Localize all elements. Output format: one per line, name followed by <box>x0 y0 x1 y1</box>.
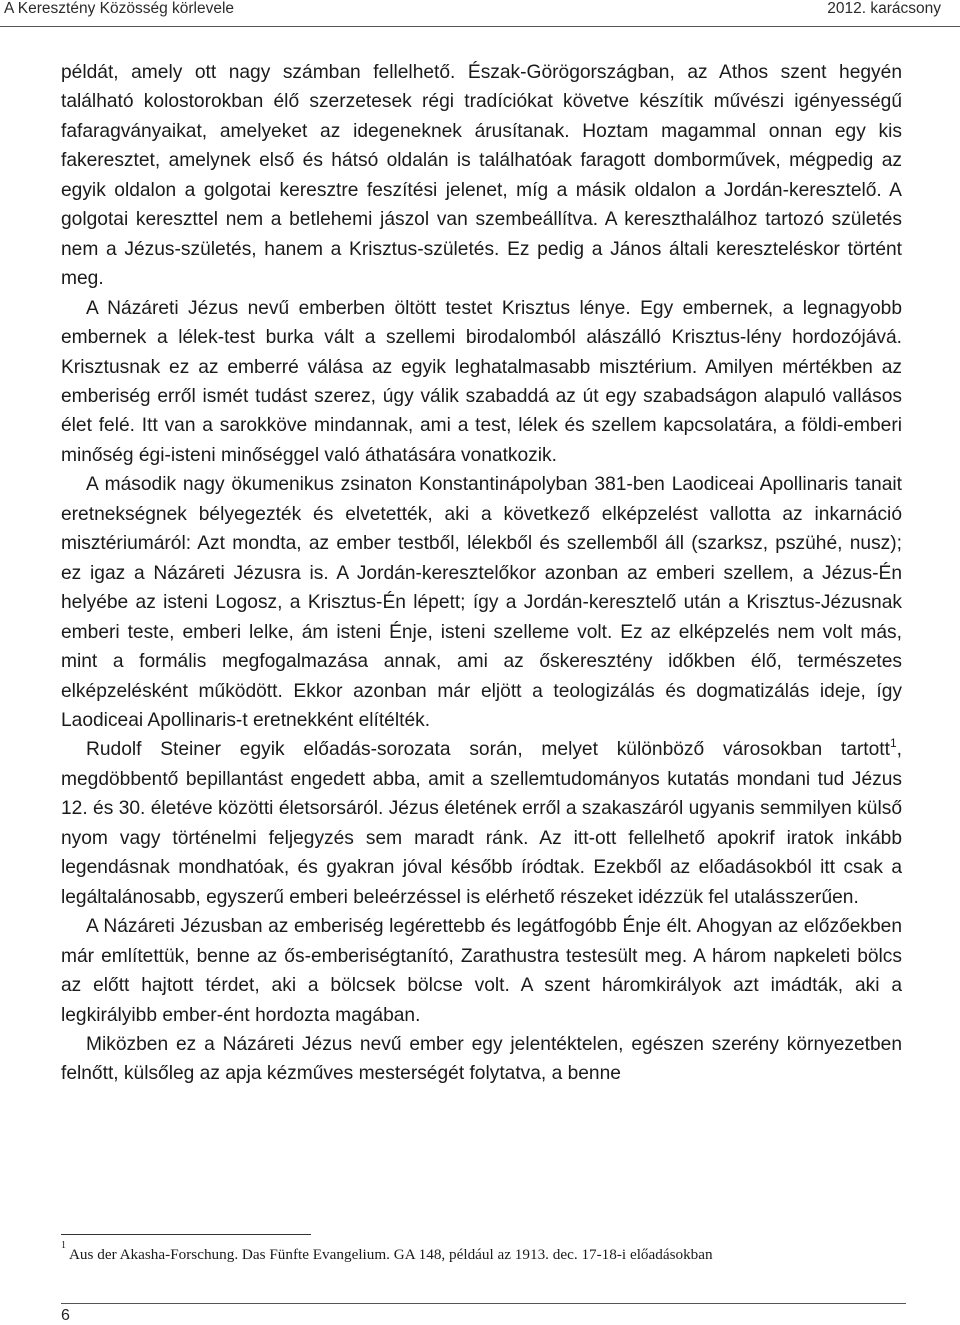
page-number: 6 <box>61 1307 70 1324</box>
publication-title: A Keresztény Közösség körlevele <box>4 0 235 17</box>
paragraph-4-text-before: Rudolf Steiner egyik előadás-sorozata során, melyet különböző városokban tartott <box>86 739 890 761</box>
article-body <box>61 58 902 1089</box>
footnote-divider <box>61 1234 311 1235</box>
paragraph-3: A második nagy ökumenikus zsinaton Konstantinápolyban 381-ben Laodiceai Apollinaris tanait eretnekségnek bélyegezték és elvetették, aki a következő elképzelést vallotta az inkarnáció misztériumáról: Azt mondta, az ember testből, lélekből és szellemből áll (szarksz, pszühé, nusz); ez igaz a Názáreti Jézusra is. A Jordán-keresztelőkor azonban az emberi szellem, a Jézus-Én helyébe az isteni Logosz, a Krisztus-Én lépett; így a Jordán-keresztelő után a Krisztus-Jézusnak emberi teste, emberi lelke, ám isteni Énje, isteni szelleme volt. Ez az elképzelés nem volt más, mint a formális megfogalmazása annak, ami az őskeresztény időkben élő, természetes elképzelésként működött. Ekkor azonban már eljött a teologizálás és dogmatizálás ideje, így Laodiceai Apollinaris-t eretnekként elítélték. <box>61 474 902 731</box>
paragraph-1: példát, amely ott nagy számban fellelhető. Észak-Görögországban, az Athos szent hegyén található kolostorokban élő szerzetesek régi tradíciókat követve készítik művészi igényességű fafaragványaikat, amelyeket az idegeneknek árusítanak. Hoztam magammal onnan egy kis fakeresztet, amelynek első és hátsó oldalán is találhatóak faragott domborművek, mégpedig az egyik oldalon a golgotai keresztre feszítési jelenet, míg a másik oldalon a Jordán-keresztelő. A golgotai kereszttel nem a betlehemi jászol van szembeállítva. A kereszthalálhoz tartozó születés nem a Jézus-születés, hanem a Krisztus-születés. Ez pedig a János általi kereszteléskor történt meg. <box>61 62 902 290</box>
footnote <box>61 1239 921 1264</box>
footer-divider <box>61 1303 906 1304</box>
paragraph-4-text-after: , megdöbbentő bepillantást engedett abba, amit a szellemtudományos kutatás mondani tud Jézus 12. és 30. életéve közötti életsorsáról. Jézus életének erről a szakaszáról ugyanis semmilyen külső nyom vagy történelmi feljegyzés sem maradt ránk. Az itt-ott fellelhető apokrif iratok inkább legendásnak mondhatóak, és gyakran jóval később íródtak. Ezekből az előadásokból itt csak a legáltalánosabb, egyszerű emberi beleérzéssel is elérhető részeket idézzük fel utalásszerűen. <box>61 739 902 908</box>
header-divider <box>0 26 960 27</box>
paragraph-4 <box>61 735 902 912</box>
footnote-number: 1 <box>61 1239 66 1251</box>
footnote-text: Aus der Akasha-Forschung. Das Fünfte Evangelium. GA 148, például az 1913. dec. 17-18-i előadásokban <box>68 1246 713 1263</box>
paragraph-6: Miközben ez a Názáreti Jézus nevű ember egy jelentéktelen, egészen szerény környezetben felnőtt, külsőleg az apja kézműves mesterségét folytatva, a benne <box>61 1033 902 1085</box>
paragraph-2: A Názáreti Jézus nevű emberben öltött testet Krisztus lénye. Egy embernek, a legnagyobb embernek a lélek-test burka vált a szellemi birodalomból alászálló Krisztus-lény hordozójává. Krisztusnak ez az emberré válása az egyik leghatalmasabb misztérium. Amilyen mértékben az emberiség erről ismét tudást szerez, úgy válik szabaddá az út egy szabadságon alapuló vallásos élet felé. Itt van a sarokköve mindannak, ami a test, lélek és szellem kapcsolatára, a földi-emberi minőség égi-isteni minőséggel való áthatására vonatkozik. <box>61 297 902 466</box>
issue-date: 2012. karácsony <box>827 0 941 17</box>
paragraph-5: A Názáreti Jézusban az emberiség legérettebb és legátfogóbb Énje élt. Ahogyan az előzőekben már említettük, benne az ős-emberiségtanító, Zarathustra testesült meg. A három napkeleti bölcs az előtt hajtott térdet, aki a bölcsek bölcse volt. A szent háromkirályok azt imádták, aki a legkirályibb ember-ént hordozta magában. <box>61 916 902 1026</box>
footnote-reference[interactable]: 1 <box>889 736 897 751</box>
